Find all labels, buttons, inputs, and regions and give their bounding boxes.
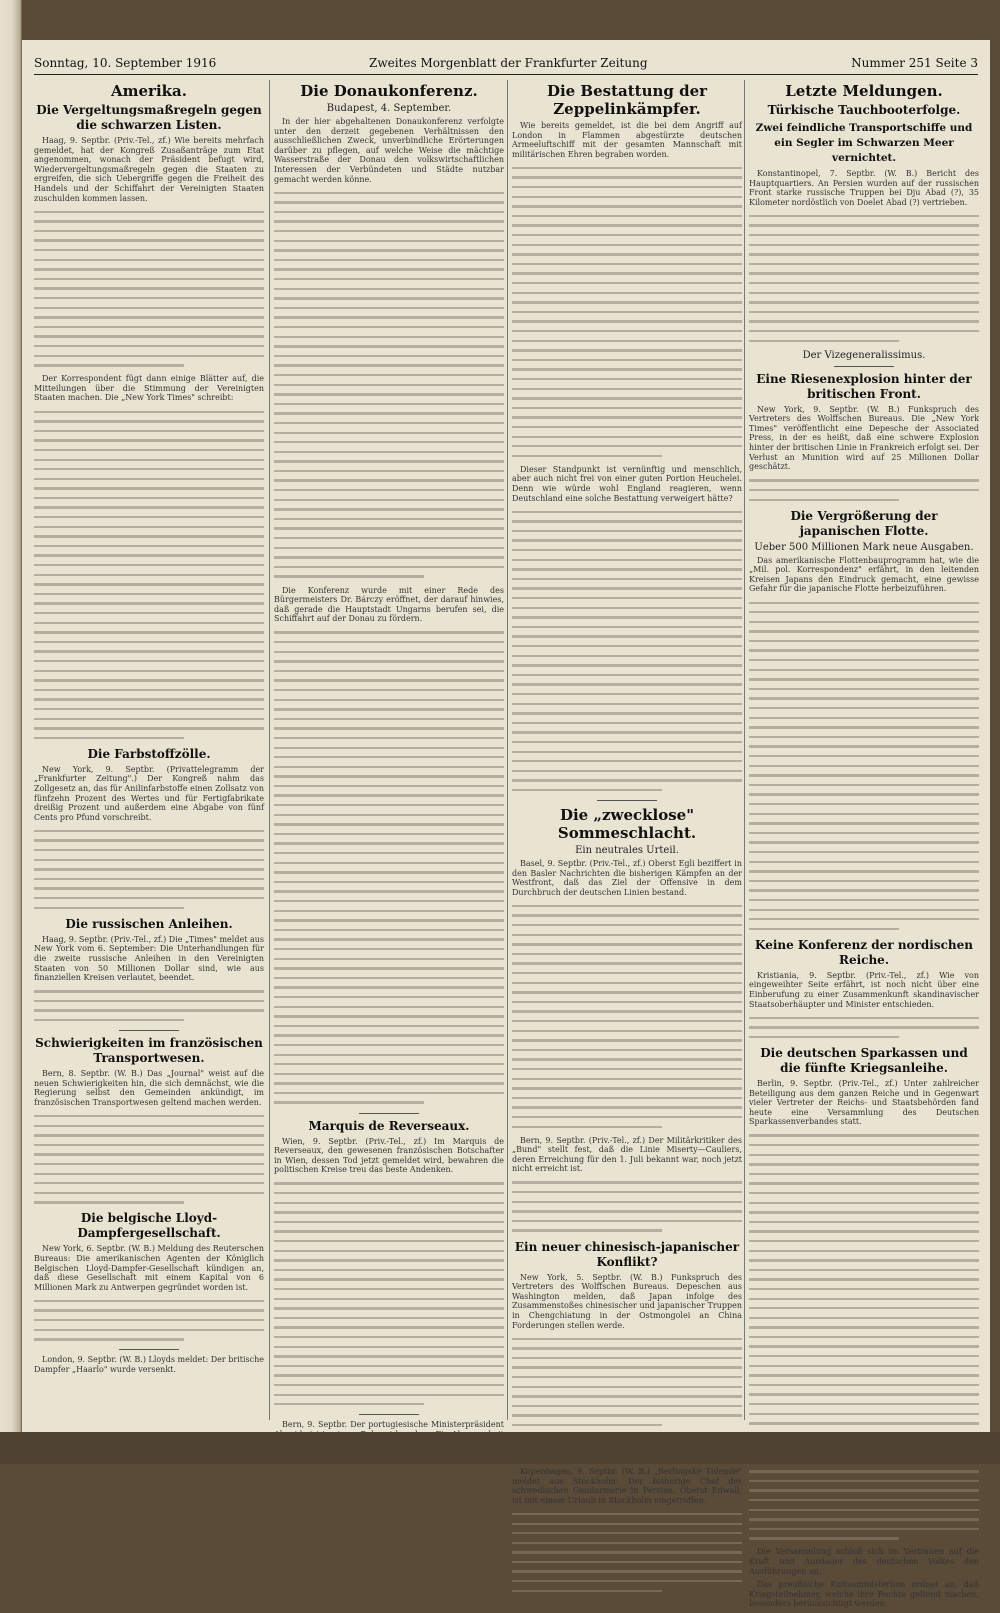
article-text: Konstantinopel, 7. Septbr. (W. B.) Bericht des Hauptquartiers. An Persien wurden auf der russischen Front starke russische Truppen bei Dju Abad (?), 35 Kilometer nordöstlich von Doelet Abad (?) vertrieben. (749, 169, 979, 207)
article-text-lines (749, 1013, 979, 1042)
article-heading: Die deutschen Sparkassen und die fünfte Kriegsanleihe. (760, 1045, 968, 1075)
article-text: Haag, 9. Septbr. (Priv.-Tel., zf.) Wie bereits mehrfach gemeldet, hat der Kongreß Zusaßanträge zum Etat angenommen, wonach der Präsident befugt wird, Wiedervergeltungsmaßregeln gegen die Staaten zu ergreifen, die sich Uebergriffe gegen die Freiheit des Handels und der Schiffahrt der Vereinigten Staaten zuschulden kommen lassen. (34, 136, 264, 203)
header-date: Sonntag, 10. September 1916 (34, 56, 217, 70)
column-1 (34, 80, 264, 1379)
column-3 (512, 80, 742, 1600)
article-heading: Die Bestattung der Zeppelinkämpfer. (546, 82, 708, 118)
article-text: Wien, 9. Septbr. (Priv.-Tel., zf.) Im Marquis de Reverseaux, den gewesenen französischen Botschafter in Wien, dessen Tod jetzt gemeldet wird, bewahren die politischen Kreise treu das beste Andenken. (274, 1136, 504, 1175)
column-2 (274, 80, 504, 1463)
article-text: Kristiania, 9. Septbr. (Priv.-Tel., zf.) Wie von eingeweihter Seite erfährt, ist noch nicht über eine Einberufung zu einer Zusammenkunft skandinavischer Staatsoberhäupter und Minister entschieden. (749, 970, 979, 1009)
article-text-lines (512, 1178, 742, 1236)
article-subheading: Zwei feindliche Transportschiffe und ein Segler im Schwarzen Meer vernichtet. (755, 122, 973, 164)
article-text-lines (749, 476, 979, 505)
article-text-lines (34, 407, 264, 743)
article-dateline: Budapest, 4. September. (326, 103, 452, 114)
article-text-lines (512, 901, 742, 1131)
article-text: Das preußische Kultusministerium ordnet an, daß Kriegsteilnehmer, welche ihre Rechte geltend machen, besonders berücksichtigt werden. (749, 1580, 979, 1609)
article-text: Der Korrespondent fügt dann einige Blätter auf, die Mitteilungen über die Stimmung der Vereinigten Staaten machen. Die „New York Times" schreibt: (34, 374, 264, 403)
article-text: Das amerikanische Flottenbauprogramm hat, wie die „Mil. pol. Korrespondenz" erfährt, in den leitenden Kreisen Japans den Eindruck gemacht, eine gewisse Gefahr für die japanische Flotte herbeizuführen. (749, 555, 979, 594)
page-header (34, 54, 978, 75)
separator (359, 1414, 419, 1415)
article-heading: Die Vergeltungsmaßregeln gegen die schwarzen Listen. (36, 103, 262, 132)
column-4 (749, 80, 979, 1613)
article-text-lines (749, 1131, 979, 1544)
article-heading: Die belgische Lloyd-Dampfergesellschaft. (77, 1211, 221, 1241)
article-text-lines (34, 987, 264, 1025)
article-heading: Marquis de Reverseaux. (308, 1118, 470, 1133)
article-note: Der Vizegeneralissimus. (802, 349, 926, 361)
article-text: Bern, 9. Septbr. Der portugiesische Ministerpräsident (282, 1420, 504, 1430)
article-text-lines (274, 628, 504, 1108)
adjacent-page-edge (0, 0, 22, 1464)
article-text: New York, 9. Septbr. (Privattelegramm der „Frankfurter Zeitung".) Der Kongreß nahm das Zollgesetz an, das für Anilinfarbstoffe einen Zollsatz von fünfzehn Prozent des Wertes und für Fertigfabrikate dreißig Prozent und außerdem eine Abgabe von fünf Cents pro Pfund vorschreibt. (34, 764, 264, 822)
article-text-lines (512, 163, 742, 460)
separator (834, 366, 894, 367)
article-heading: Die Farbstoffzölle. (87, 746, 211, 761)
article-text: New York, 5. Septbr. (W. B.) Funkspruch des Vertreters des Wolffschen Bureaus. Depeschen aus Washington melden, daß Japan infolge des Zusammenstoßes chinesischer und japanischer Truppen in Chengchiatung in der Ostmongolei an China Forderungen stellen werde. (512, 1272, 742, 1330)
article-text-lines (512, 1334, 742, 1430)
newspaper-page (22, 40, 990, 1609)
article-text: London, 9. Septbr. (W. B.) Lloyds meldet: Der britische Dampfer „Haarlo" wurde versenkt. (34, 1355, 264, 1374)
article-text-lines (34, 1296, 264, 1344)
column-rule (507, 80, 508, 1420)
article-text-lines (34, 207, 264, 370)
article-text: Kopenhagen, 9. Septbr. (W. B.) „Berlingske Tidende" meldet aus Stockholm: Der bisherige Chef der schwedischen Gendarmerie in Persien, Oberst Edwall, ist mit einem Urlaub in Stockholm eingetroffen. (512, 1467, 742, 1505)
article-text: Bern, 8. Septbr. (W. B.) Das „Journal" weist auf die neuen Schwierigkeiten hin, die sich demnächst, wie die Regierung selbst den Gemeinden ankündigt, im französischen Transportwesen geltend machen werden. (34, 1069, 264, 1107)
article-text: Bern, 9. Septbr. (Priv.-Tel., zf.) Der Militärkritiker des „Bund" stellt fest, daß die Linie Miserty—Cauliers, deren Erreichung für den 1. Juli bekannt war, noch jetzt nicht erreicht ist. (512, 1135, 742, 1174)
article-text: Basel, 9. Septbr. (Priv.-Tel., zf.) Oberst Egli beziffert in den Basler Nachrichten die bisherigen Kämpfen an der Westfront, daß das Ziel der Offensive in dem Durchbruch der deutschen Linien bestand. (512, 858, 742, 897)
article-text-lines (512, 507, 742, 795)
article-heading: Türkische Tauchbooterfolge. (767, 103, 961, 117)
article-heading: Eine Riesenexplosion hinter der britischen Front. (756, 371, 972, 401)
scan-background (0, 1432, 1000, 1464)
article-text: New York, 9. Septbr. (W. B.) Funkspruch des Vertreters des Wolffschen Bureaus. Die „New York Times" veröffentlicht eine Depesche der Associated Press, in der es heißt, daß eine schwere Explosion hinter der britischen Linie in Frankreich erfolgt sei. Der Verlust an Munition wird auf 25 Millionen Dollar geschätzt. (749, 404, 979, 472)
article-heading: Amerika. (111, 82, 187, 100)
article-text: Haag, 9. Septbr. (Priv.-Tel., zf.) Die „Times" meldet aus New York vom 6. September: Die Unterhandlungen für die zweite russische Anleihen in den Vereinigten Staaten von 50 Millionen Dollar sind, wie aus finanziellen Kreisen verlautet, beendet. (34, 934, 264, 983)
article-heading: Die russischen Anleihen. (65, 916, 233, 931)
separator (119, 1030, 179, 1031)
separator (359, 1113, 419, 1114)
article-text: Berlin, 9. Septbr. (Priv.-Tel., zf.) Unter zahlreicher Beteiligung aus dem ganzen Reiche und in Gegenwart vieler Vertreter der Reichs- und Staatsbehörden fand heute eine Versammlung des Deutschen Sparkassenverbandes statt. (749, 1078, 979, 1127)
article-text: Die Konferenz wurde mit einer Rede des Bürgermeisters Dr. Bárczy eröffnet, der darauf hinwies, daß gerade die Hauptstadt Ungarns berufen sei, die Schiffahrt auf der Donau zu fördern. (274, 585, 504, 624)
article-text-lines (274, 1179, 504, 1409)
article-subheading: Ein neutrales Urteil. (575, 844, 679, 856)
article-heading: Letzte Meldungen. (785, 82, 943, 100)
article-heading: Die Donaukonferenz. (300, 82, 478, 100)
article-text-lines (749, 598, 979, 934)
article-heading: Schwierigkeiten im französischen Transportwesen. (35, 1036, 263, 1066)
article-subheading: Ueber 500 Millionen Mark neue Ausgaben. (754, 541, 974, 553)
article-heading: Keine Konferenz der nordischen Reiche. (755, 937, 973, 967)
article-heading: Die „zwecklose" Sommeschlacht. (557, 805, 697, 842)
article-text: Die Versammlung schloß sich im Vertrauen auf die Kraft und Ausdauer des deutschen Volkes den Ausführungen an. (749, 1547, 979, 1576)
column-rule (744, 80, 745, 1420)
header-page-number: Nummer 251 Seite 3 (851, 56, 978, 70)
article-text-lines (512, 1509, 742, 1595)
article-text: Dieser Standpunkt ist vernünftig und menschlich, aber auch nicht frei von einer guten Portion Heuchelei. Denn wie würde wohl England reagieren, wenn Deutschland eine solche Bestattung verweigert hätte? (512, 464, 742, 503)
header-edition: Zweites Morgenblatt der Frankfurter Zeitung (369, 56, 648, 70)
separator (119, 1349, 179, 1350)
column-rule (269, 80, 270, 1420)
article-heading: Ein neuer chinesisch-japanischer Konflikt? (514, 1239, 740, 1269)
article-text: New York, 6. Septbr. (W. B.) Meldung des Reuterschen Bureaus: Die amerikanischen Agenten der Königlich Belgischen Lloyd-Dampfer-Gesellschaft kündigen an, daß diese Gesellschaft mit einem Kapital von 6 Millionen Mark zu Antwerpen gegründet worden ist. (34, 1244, 264, 1292)
article-text-lines (34, 1111, 264, 1207)
article-text-lines (34, 826, 264, 912)
separator (597, 800, 657, 801)
article-text-lines (749, 211, 979, 345)
article-text-lines (274, 188, 504, 581)
article-text: In der hier abgehaltenen Donaukonferenz verfolgte unter den derzeit gegebenen Verhältnissen den ausschließlichen Zweck, unverbindliche Erörterungen darüber zu pflegen, auf welche Weise die mächtige Wasserstraße der Donau den volkswirtschaftlichen Interessen der Verbündeten und Städte nutzbar gemacht werden könne. (274, 117, 504, 184)
article-text: Wie bereits gemeldet, ist die bei dem Angriff auf London in Flammen abgestürzte deutschen Armeeluftschiff mit der gesamten Mannschaft mit militärischen Ehren begraben worden. (512, 121, 742, 159)
article-heading: Die Vergrößerung der japanischen Flotte. (790, 508, 938, 538)
